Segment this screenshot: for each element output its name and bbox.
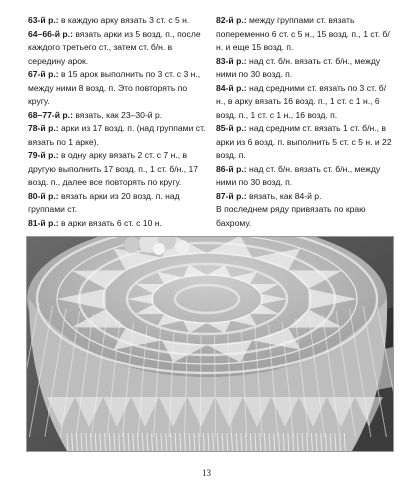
row-instruction-text: в каждую арку вязать 3 ст. с 5 н.: [58, 15, 190, 25]
row-instruction-text: над средним ст. вязать 1 ст. б/н., в арки из 6 возд. п. выполнить 5 ст. с 5 н. и 22 возд. п.: [216, 123, 392, 160]
instruction-row: [28, 109, 208, 123]
instruction-row: [28, 190, 208, 217]
instruction-row: [216, 203, 392, 230]
row-number: 84-й р.:: [216, 82, 247, 93]
row-number: 64–66-й р.:: [28, 28, 73, 39]
instruction-row: [216, 190, 392, 204]
row-instruction-text: арки из 17 возд. п. (над группами ст. вязать по 1 арке).: [28, 123, 206, 147]
instructions-left-column: [28, 14, 208, 230]
instruction-row: [28, 149, 208, 190]
row-instruction-text: между группами ст. вязать попеременно 6 ст. с 5 н., 15 возд. п., 1 ст. б/н. и еще 15 возд. п.: [216, 15, 390, 52]
page-number: 13: [202, 468, 211, 478]
row-instruction-text: в одну арку вязать 2 ст. с 7 н., в другую выполнить 17 возд. п., 1 ст. б/н., 17 возд. п., далее все повторять по кругу.: [28, 150, 199, 187]
row-number: 83-й р.:: [216, 55, 247, 66]
row-number: 67-й р.:: [28, 69, 59, 79]
row-number: 87-й р.:: [216, 190, 247, 201]
row-number: 81-й р.:: [28, 217, 59, 228]
row-number: 86-й р.:: [216, 163, 247, 174]
row-number: 63-й р.:: [28, 15, 59, 25]
instruction-row: [216, 14, 392, 55]
row-number: 78-й р.:: [28, 123, 59, 133]
row-number: 82-й р.:: [216, 15, 247, 25]
row-number: 68–77-й р.:: [28, 109, 73, 120]
instruction-row: [216, 122, 392, 163]
instruction-row: [28, 68, 208, 109]
row-number: 80-й р.:: [28, 190, 59, 201]
row-instruction-text: вязать арки из 20 возд. п. над группами ст.: [28, 190, 180, 214]
row-instruction-text: В последнем ряду привязать по краю бахрому.: [216, 204, 366, 228]
instruction-row: [28, 122, 208, 149]
doily-photo: [26, 236, 394, 452]
instruction-row: [216, 55, 392, 82]
instruction-row: [28, 28, 208, 69]
row-instruction-text: в 15 арок выполнить по 3 ст. с 3 н., между ними 8 возд. п. Это повторять по кругу.: [28, 69, 201, 106]
row-instruction-text: над средними ст. вязать по 3 ст. б/н., в арку вязать 16 возд. п., 1 ст. с 1 н., 6 возд. п., 1 ст. с 1 н., 16 возд. п.: [216, 82, 387, 120]
instruction-row: [216, 163, 392, 190]
row-instruction-text: в арки вязать 6 ст. с 10 н.: [58, 217, 162, 228]
row-instruction-text: вязать, как 23–30-й р.: [72, 109, 163, 120]
row-instruction-text: над ст. б/н. вязать ст. б/н., между ними по 30 возд. п.: [216, 163, 381, 187]
instructions-right-column: [216, 14, 392, 230]
row-instruction-text: над ст. б/н. вязать ст. б/н., между ними по 30 возд. п.: [216, 55, 381, 79]
row-instruction-text: вязать, как 84-й р.: [246, 190, 322, 201]
instruction-row: [28, 14, 208, 28]
instruction-row: [216, 82, 392, 123]
row-number: 79-й р.:: [28, 150, 59, 160]
instruction-row: [28, 217, 208, 231]
row-instruction-text: вязать арки из 5 возд. п., после каждого третьего ст., затем ст. б/н. в середину арок.: [28, 28, 201, 66]
row-number: 85-й р.:: [216, 123, 247, 133]
